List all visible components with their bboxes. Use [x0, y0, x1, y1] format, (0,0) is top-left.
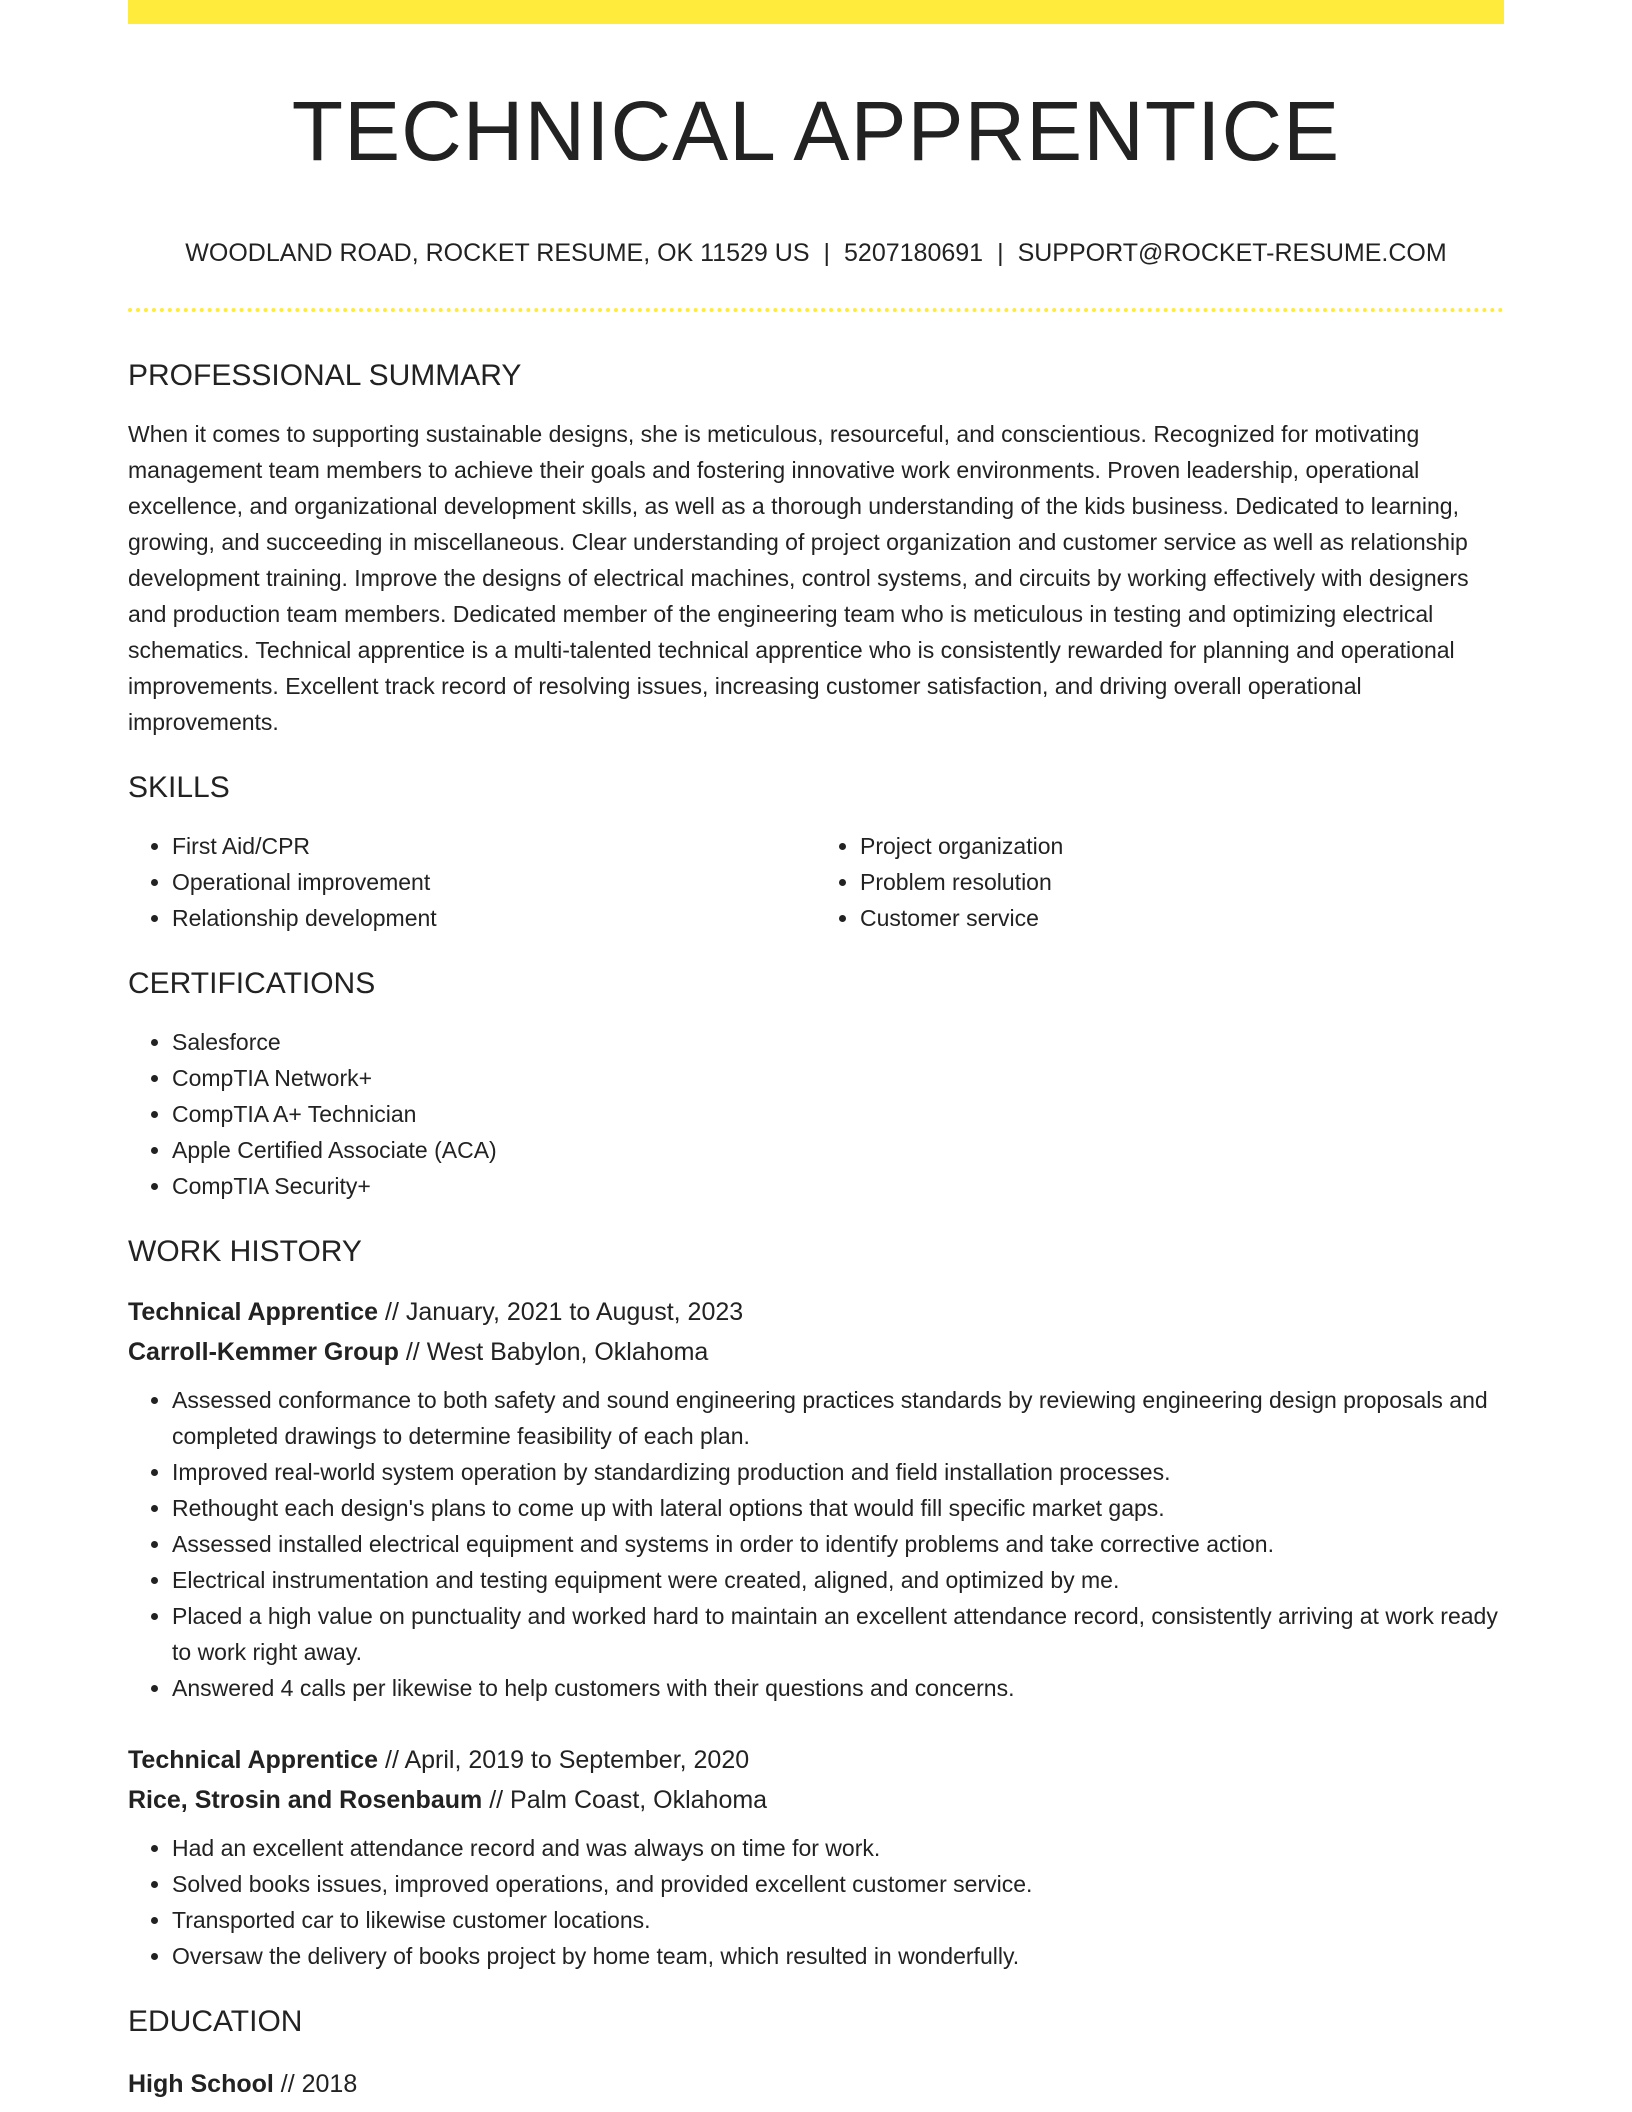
skill-item: • Operational improvement — [172, 864, 816, 900]
resume-page — [128, 0, 1504, 2104]
contact-address: WOODLAND ROAD, ROCKET RESUME, OK 11529 US — [185, 239, 810, 267]
job-dates: January, 2021 to August, 2023 — [405, 1298, 744, 1326]
job-bullets — [128, 1382, 1504, 1706]
job-bullet: • Placed a high value on punctuality and worked hard to maintain an excellent attendance record, consistently arriving at work ready to work right away. — [172, 1598, 1504, 1670]
job-dates: April, 2019 to September, 2020 — [404, 1746, 750, 1774]
job-bullet: • Had an excellent attendance record and was always on time for work. — [172, 1830, 1504, 1866]
job-title-line — [128, 1292, 1504, 1332]
job-bullets — [128, 1830, 1504, 1974]
education-section — [128, 2004, 1504, 2104]
certifications-section — [128, 966, 1504, 1204]
job-company: Rice, Strosin and Rosenbaum — [128, 1786, 483, 1814]
skill-item: • Relationship development — [172, 900, 816, 936]
section-heading-certifications: CERTIFICATIONS — [128, 967, 376, 1000]
contact-phone: 5207180691 — [844, 239, 984, 267]
contact-line — [128, 238, 1504, 268]
contact-separator: | — [997, 239, 1004, 267]
job-title: Technical Apprentice — [128, 1298, 379, 1326]
certification-item: • Apple Certified Associate (ACA) — [172, 1132, 1504, 1168]
job-bullet: • Solved books issues, improved operations, and provided excellent customer service. — [172, 1866, 1504, 1902]
job-bullet: • Electrical instrumentation and testing equipment were created, aligned, and optimized by me. — [172, 1562, 1504, 1598]
section-heading-skills: SKILLS — [128, 771, 230, 804]
job-separator: // — [378, 1298, 406, 1326]
job-bullet: • Assessed conformance to both safety and sound engineering practices standards by reviewing engineering design proposals and completed drawings to determine feasibility of each plan. — [172, 1382, 1504, 1454]
skill-item: • Customer service — [860, 900, 1504, 936]
job-bullet: • Assessed installed electrical equipment and systems in order to identify problems and take corrective action. — [172, 1526, 1504, 1562]
education-school: High School — [128, 2070, 274, 2098]
job-separator: // — [398, 1338, 427, 1366]
job-title-line — [128, 1740, 1504, 1780]
job-company-line — [128, 1332, 1504, 1372]
skills-columns — [128, 828, 1504, 936]
job-entry — [128, 1292, 1504, 1706]
education-year: 2018 — [301, 2070, 358, 2098]
top-accent-bar — [128, 0, 1504, 24]
education-separator: // — [273, 2070, 302, 2098]
skill-item: • Problem resolution — [860, 864, 1504, 900]
contact-separator: | — [823, 239, 831, 267]
certification-item: • CompTIA Network+ — [172, 1060, 1504, 1096]
summary-text: When it comes to supporting sustainable designs, she is meticulous, resourceful, and conscientious. Recognized for motivating management team members to achieve their goals and fostering innovative work environments. Proven leadership, operational excellence, and organizational development skills, as well as a thorough understanding of the kids business. Dedicated to learning, growing, and succeeding in miscellaneous. Clear understanding of project organization and customer service as well as relationship development training. Improve the designs of electrical machines, control systems, and circuits by working effectively with designers and production team members. Dedicated member of the engineering team who is meticulous in testing and optimizing electrical schematics. Technical apprentice is a multi-talented technical apprentice who is consistently rewarded for planning and operational improvements. Excellent track record of resolving issues, increasing customer satisfaction, and driving overall operational improvements. — [128, 421, 1469, 735]
job-separator: // — [482, 1786, 511, 1814]
certifications-list — [128, 1024, 1504, 1204]
job-company: Carroll-Kemmer Group — [128, 1338, 399, 1366]
skills-list-left — [128, 828, 816, 936]
section-heading-work-history: WORK HISTORY — [128, 1235, 362, 1268]
job-location: West Babylon, Oklahoma — [426, 1338, 709, 1366]
section-heading-summary: PROFESSIONAL SUMMARY — [128, 359, 522, 392]
summary-section — [128, 358, 1504, 740]
skills-list-right — [816, 828, 1504, 936]
job-title: Technical Apprentice — [128, 1746, 379, 1774]
skill-item: • Project organization — [860, 828, 1504, 864]
job-bullet: • Answered 4 calls per likewise to help customers with their questions and concerns. — [172, 1670, 1504, 1706]
header-divider — [128, 308, 1504, 312]
work-history-section — [128, 1234, 1504, 1974]
job-location: Palm Coast, Oklahoma — [510, 1786, 768, 1814]
job-bullet: • Transported car to likewise customer locations. — [172, 1902, 1504, 1938]
job-entry — [128, 1740, 1504, 1974]
certification-item: • Salesforce — [172, 1024, 1504, 1060]
skill-item: • First Aid/CPR — [172, 828, 816, 864]
job-bullet: • Rethought each design's plans to come up with lateral options that would fill specific market gaps. — [172, 1490, 1504, 1526]
job-bullet: • Oversaw the delivery of books project by home team, which resulted in wonderfully. — [172, 1938, 1504, 1974]
resume-name: TECHNICAL APPRENTICE — [291, 84, 1341, 178]
section-heading-education: EDUCATION — [128, 2005, 303, 2038]
job-company-line — [128, 1780, 1504, 1820]
education-entry — [128, 2064, 1504, 2104]
job-bullet: • Improved real-world system operation by standardizing production and field installation processes. — [172, 1454, 1504, 1490]
skills-section — [128, 770, 1504, 936]
contact-email: SUPPORT@ROCKET-RESUME.COM — [1017, 239, 1447, 267]
certification-item: • CompTIA A+ Technician — [172, 1096, 1504, 1132]
certification-item: • CompTIA Security+ — [172, 1168, 1504, 1204]
job-separator: // — [378, 1746, 405, 1774]
